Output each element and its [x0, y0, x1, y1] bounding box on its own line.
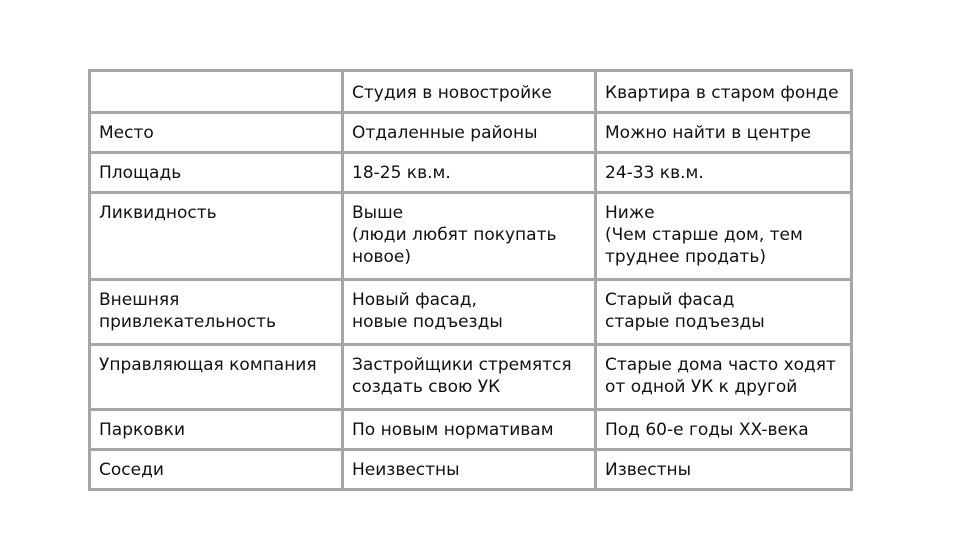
table-header-row — [90, 71, 852, 113]
table-row-liquidity — [90, 193, 852, 280]
studio-value: Выше (люди любят покупать новое) — [343, 193, 596, 280]
old-apartment-value: 24-33 кв.м. — [596, 153, 852, 193]
header-cell-studio: Студия в новостройке — [343, 71, 596, 113]
row-label: Парковки — [90, 410, 343, 450]
row-label: Ликвидность — [90, 193, 343, 280]
table-row-appearance — [90, 280, 852, 345]
old-apartment-value: Ниже (Чем старше дом, тем труднее продать) — [596, 193, 852, 280]
studio-value: 18-25 кв.м. — [343, 153, 596, 193]
old-apartment-value: Старый фасад старые подъезды — [596, 280, 852, 345]
old-apartment-value: Старые дома часто ходят от одной УК к другой — [596, 345, 852, 410]
old-apartment-value: Известны — [596, 450, 852, 490]
table-row-neighbors — [90, 450, 852, 490]
table-row-parking — [90, 410, 852, 450]
header-cell-old-apartment: Квартира в старом фонде — [596, 71, 852, 113]
studio-value: Новый фасад, новые подъезды — [343, 280, 596, 345]
studio-value: Неизвестны — [343, 450, 596, 490]
row-label: Место — [90, 113, 343, 153]
studio-value: Застройщики стремятся создать свою УК — [343, 345, 596, 410]
table-row-location — [90, 113, 852, 153]
comparison-table — [88, 69, 853, 491]
row-label: Соседи — [90, 450, 343, 490]
studio-value: Отдаленные районы — [343, 113, 596, 153]
table-row-management — [90, 345, 852, 410]
studio-value: По новым нормативам — [343, 410, 596, 450]
header-cell-empty — [90, 71, 343, 113]
old-apartment-value: Можно найти в центре — [596, 113, 852, 153]
old-apartment-value: Под 60-е годы XX-века — [596, 410, 852, 450]
row-label: Внешняя привлекательность — [90, 280, 343, 345]
row-label: Управляющая компания — [90, 345, 343, 410]
row-label: Площадь — [90, 153, 343, 193]
table-row-area — [90, 153, 852, 193]
